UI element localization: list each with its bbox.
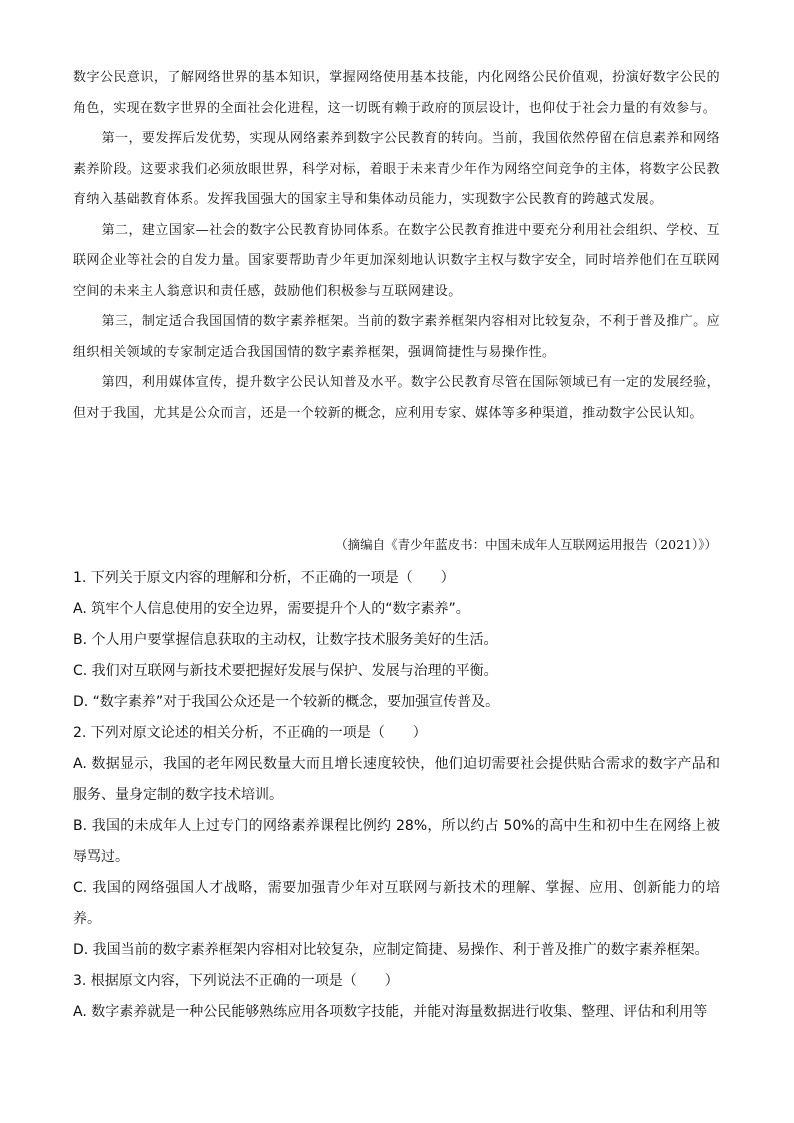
passage-paragraph-5: 第四，利用媒体宣传，提升数字公民认知普及水平。数字公民教育尽管在国际领域已有一定的发展经验，但对于我国，尤其是公众而言，还是一个较新的概念，应利用专家、媒体等多种渠道，推动数字公民认知。 <box>73 375 720 421</box>
question-1-option-b: B. 个人用户要掌握信息获取的主动权，让数字技术服务美好的生活。 <box>73 632 498 648</box>
passage-paragraph-3: 第二，建立国家—社会的数字公民教育协同体系。在数字公民教育推进中要充分利用社会组织、学校、互联网企业等社会的自发力量。国家要帮助青少年更加深刻地认识数字主权与数字安全，同时培养他们在互联网空间的未来主人翁意识和责任感，鼓励他们积极参与互联网建设。 <box>73 222 720 299</box>
passage-paragraph-4: 第三，制定适合我国国情的数字素养框架。当前的数字素养框架内容相对比较复杂，不利于普及推广。应组织相关领域的专家制定适合我国国情的数字素养框架，强调简捷性与易操作性。 <box>73 314 720 360</box>
questions-section <box>73 563 720 1028</box>
passage-source-citation: （摘编自《青少年蓝皮书：中国未成年人互联网运用报告（2021）》） <box>335 537 717 552</box>
question-2-stem: 2. 下列对原文论述的相关分析，不正确的一项是（ ） <box>73 725 427 741</box>
reading-passage <box>73 63 720 429</box>
passage-paragraph-1: 数字公民意识，了解网络世界的基本知识，掌握网络使用基本技能，内化网络公民价值观，扮演好数字公民的角色，实现在数字世界的全面社会化进程，这一切既有赖于政府的顶层设计，也仰仗于社会力量的有效参与。 <box>73 70 720 116</box>
question-2-option-b: B. 我国的未成年人上过专门的网络素养课程比例约 28%，所以约占 50%的高中生和初中生在网络上被辱骂过。 <box>73 818 720 865</box>
question-1-option-d: D. “数字素养”对于我国公众还是一个较新的概念，要加强宣传普及。 <box>73 694 500 710</box>
question-1-stem: 1. 下列关于原文内容的理解和分析，不正确的一项是（ ） <box>73 570 455 586</box>
question-2-option-a: A. 数据显示，我国的老年网民数量大而且增长速度较快，他们迫切需要社会提供贴合需求的数字产品和服务、量身定制的数字技术培训。 <box>73 756 720 803</box>
passage-paragraph-2: 第一，要发挥后发优势，实现从网络素养到数字公民教育的转向。当前，我国依然停留在信息素养和网络素养阶段。这要求我们必须放眼世界，科学对标，着眼于未来青少年作为网络空间竞争的主体，将数字公民教育纳入基础教育体系。发挥我国强大的国家主导和集体动员能力，实现数字公民教育的跨越式发展。 <box>73 131 720 207</box>
question-3-stem: 3. 根据原文内容，下列说法不正确的一项是（ ） <box>73 973 399 989</box>
question-1-option-c: C. 我们对互联网与新技术要把握好发展与保护、发展与治理的平衡。 <box>73 663 498 679</box>
question-2-option-c: C. 我国的网络强国人才战略，需要加强青少年对互联网与新技术的理解、掌握、应用、创新能力的培养。 <box>73 880 720 927</box>
question-2-option-d: D. 我国当前的数字素养框架内容相对比较复杂，应制定简捷、易操作、利于普及推广的数字素养框架。 <box>73 942 709 958</box>
question-1-option-a: A. 筑牢个人信息使用的安全边界，需要提升个人的“数字素养”。 <box>73 601 470 617</box>
question-3-option-a: A. 数字素养就是一种公民能够熟练应用各项数字技能，并能对海量数据进行收集、整理、评估和利用等 <box>73 1004 708 1020</box>
